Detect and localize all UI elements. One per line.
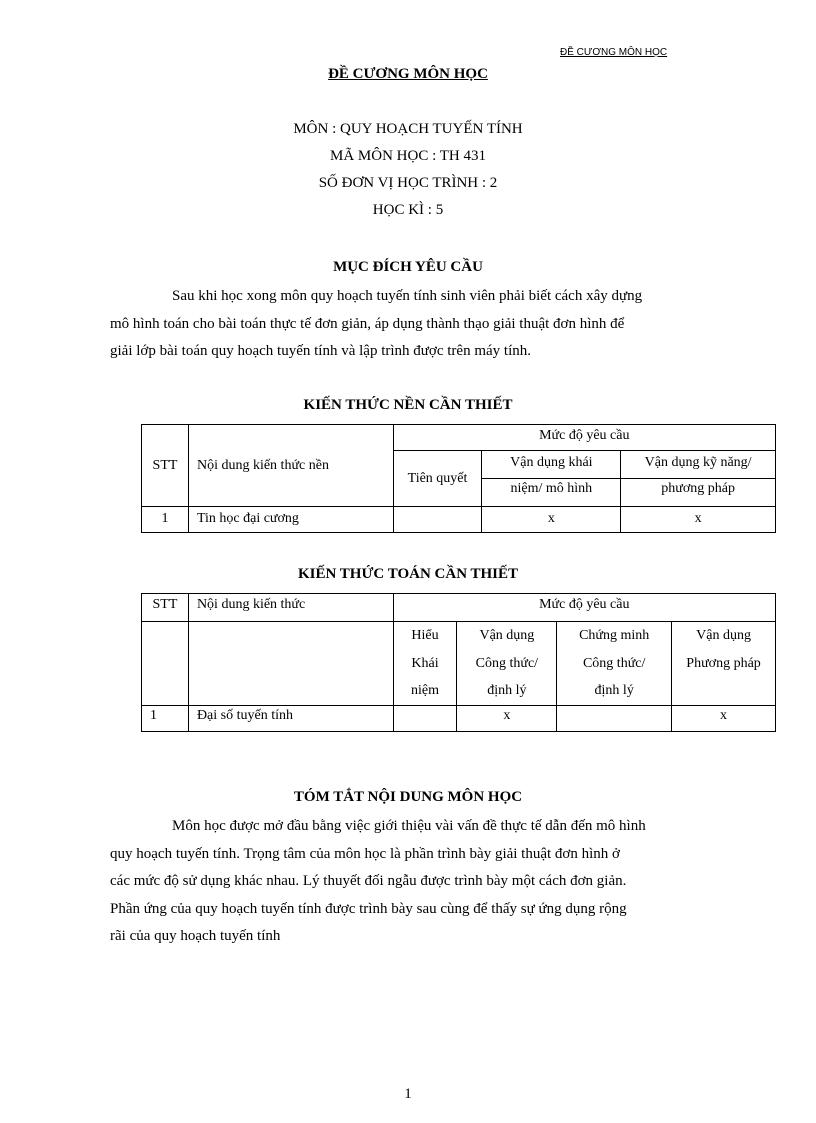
col-content-header: Nội dung kiến thức nền bbox=[188, 425, 393, 507]
sub-understand-line-3: niệm bbox=[411, 683, 439, 698]
sub-apply-method bbox=[672, 622, 776, 706]
page-title: ĐỀ CƯƠNG MÔN HỌC bbox=[328, 66, 488, 82]
sub-prove-formula bbox=[557, 622, 672, 706]
sub-prerequisite: Tiên quyết bbox=[393, 451, 482, 507]
summary-line-5: rãi của quy hoạch tuyến tính bbox=[110, 928, 281, 944]
row-prerequisite bbox=[393, 507, 482, 533]
sub-apply-method-line-2: Phương pháp bbox=[686, 655, 761, 671]
sub-prove-formula-line-2: Công thức/ bbox=[582, 655, 646, 671]
course-code-line: MÃ MÔN HỌC : TH 431 bbox=[330, 148, 486, 164]
row-understand bbox=[393, 706, 457, 732]
row-prove-formula bbox=[557, 706, 672, 732]
sub-apply-formula bbox=[457, 622, 557, 706]
credits-line: SỐ ĐƠN VỊ HỌC TRÌNH : 2 bbox=[318, 175, 498, 191]
sub-concept-line-1: Vận dụng khái bbox=[482, 451, 621, 479]
summary-line-3: các mức độ sử dụng khác nhau. Lý thuyết đối ngẫu được trình bày một cách đơn giản. bbox=[110, 873, 627, 889]
sub-apply-formula-line-2: Công thức/ bbox=[475, 655, 539, 671]
row-skill: x bbox=[621, 507, 776, 533]
summary-line-1: Môn học được mở đầu bằng việc giới thiệu vài vấn đề thực tế dẫn đến mô hình bbox=[172, 818, 646, 834]
background-knowledge-table bbox=[141, 424, 776, 533]
sub-skill-line-2: phương pháp bbox=[621, 479, 776, 507]
summary-line-2: quy hoạch tuyến tính. Trọng tâm của môn học là phần trình bày giải thuật đơn hình ở bbox=[110, 845, 620, 862]
background-heading: KIẾN THỨC NỀN CẦN THIẾT bbox=[303, 397, 513, 413]
empty-cell bbox=[188, 622, 393, 706]
sub-understand-line-2: Khái bbox=[411, 655, 439, 671]
sub-apply-formula-line-1: Vận dụng bbox=[479, 628, 535, 643]
row-apply-formula: x bbox=[457, 706, 557, 732]
row-content: Đại số tuyến tính bbox=[188, 706, 393, 732]
sub-understand bbox=[393, 622, 457, 706]
col-content-header: Nội dung kiến thức bbox=[188, 594, 393, 622]
sub-apply-formula-line-3: định lý bbox=[487, 683, 527, 698]
summary-line-4: Phần ứng của quy hoạch tuyến tính được trình bày sau cùng để thấy sự ứng dụng rộng bbox=[110, 900, 627, 917]
col-stt-header: STT bbox=[142, 425, 189, 507]
summary-heading: TÓM TẮT NỘI DUNG MÔN HỌC bbox=[293, 789, 523, 805]
purpose-heading: MỤC ĐÍCH YÊU CẦU bbox=[333, 259, 483, 275]
row-content: Tin học đại cương bbox=[188, 507, 393, 533]
purpose-line-2: mô hình toán cho bài toán thực tế đơn giản, áp dụng thành thạo giải thuật đơn hình để bbox=[110, 315, 625, 332]
col-level-header: Mức độ yêu cầu bbox=[393, 425, 775, 451]
row-apply-method: x bbox=[672, 706, 776, 732]
running-header: ĐỀ CƯƠNG MÔN HỌC bbox=[560, 47, 668, 58]
row-stt: 1 bbox=[142, 706, 189, 732]
sub-concept-line-2: niệm/ mô hình bbox=[482, 479, 621, 507]
sub-prove-formula-line-3: định lý bbox=[594, 683, 634, 698]
row-stt: 1 bbox=[142, 507, 189, 533]
empty-cell bbox=[142, 622, 189, 706]
col-level-header: Mức độ yêu cầu bbox=[393, 594, 775, 622]
sub-prove-formula-line-1: Chứng minh bbox=[579, 628, 650, 643]
math-heading: KIẾN THỨC TOÁN CẦN THIẾT bbox=[297, 566, 519, 582]
row-concept: x bbox=[482, 507, 621, 533]
sub-skill-line-1: Vận dụng kỹ năng/ bbox=[621, 451, 776, 479]
page-number: 1 bbox=[404, 1086, 412, 1102]
col-stt-header: STT bbox=[142, 594, 189, 622]
semester-line: HỌC KÌ : 5 bbox=[372, 202, 444, 218]
purpose-line-3: giải lớp bài toán quy hoạch tuyến tính và lập trình được trên máy tính. bbox=[110, 343, 531, 359]
table-row bbox=[142, 706, 776, 732]
purpose-paragraph bbox=[110, 283, 694, 366]
math-knowledge-table bbox=[141, 593, 776, 732]
sub-understand-line-1: Hiểu bbox=[411, 628, 439, 643]
purpose-line-1: Sau khi học xong môn quy hoạch tuyến tính sinh viên phải biết cách xây dựng bbox=[172, 288, 643, 304]
table-row bbox=[142, 507, 776, 533]
sub-apply-method-line-1: Vận dụng bbox=[696, 628, 751, 643]
summary-paragraph bbox=[110, 813, 694, 951]
subject-line: MÔN : QUY HOẠCH TUYẾN TÍNH bbox=[293, 121, 523, 137]
